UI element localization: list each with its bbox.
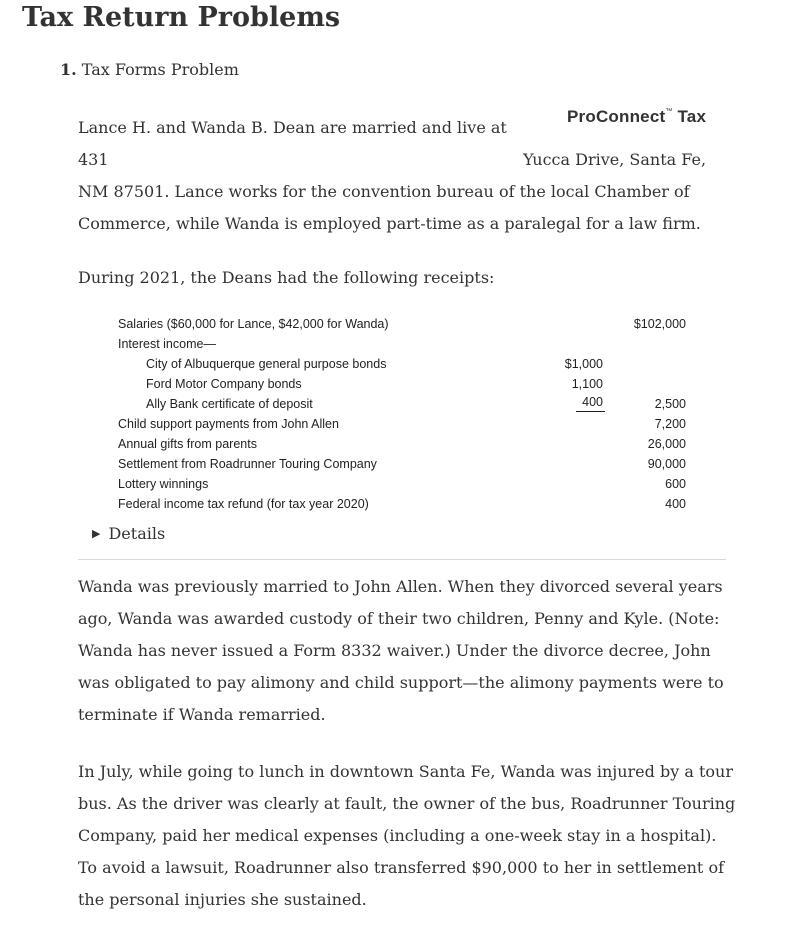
table-row xyxy=(118,314,698,334)
row-label: Settlement from Roadrunner Touring Company xyxy=(118,457,377,471)
problem-title: Tax Forms Problem xyxy=(81,60,239,79)
receipts-intro: During 2021, the Deans had the following receipts: xyxy=(78,268,495,287)
logo-trademark: ™ xyxy=(665,108,673,115)
intro-paragraph xyxy=(78,112,738,240)
row-total: 7,200 xyxy=(654,417,686,431)
row-total: 600 xyxy=(665,477,686,491)
table-row xyxy=(118,374,698,394)
row-label: Interest income— xyxy=(118,337,216,351)
divorce-paragraph: Wanda was previously married to John Allen. When they divorced several years ago, Wanda was awarded custody of their two children, Penny and Kyle. (Note: Wanda has never issued a Form 8332 waiver.) Under the divorce decree, John was obligated to pay alimony and child support—the alimony payments were to terminate if Wanda remarried. xyxy=(78,577,724,724)
problem-number: 1. xyxy=(60,60,77,79)
table-row xyxy=(118,334,698,354)
row-total: $102,000 xyxy=(633,317,686,331)
table-row xyxy=(118,414,698,434)
row-label: City of Albuquerque general purpose bonds xyxy=(146,357,387,371)
details-toggle[interactable] xyxy=(92,524,165,543)
row-total: 26,000 xyxy=(647,437,686,451)
problem-heading xyxy=(60,60,239,79)
table-row xyxy=(118,354,698,374)
logo-name: ProConnect xyxy=(567,107,666,126)
table-row xyxy=(118,494,698,514)
row-subamount: 400 xyxy=(576,394,605,412)
details-label: Details xyxy=(108,524,166,543)
row-label: Lottery winnings xyxy=(118,477,209,491)
table-row xyxy=(118,454,698,474)
row-total: 90,000 xyxy=(647,457,686,471)
row-total: 2,500 xyxy=(654,397,686,411)
row-label: Annual gifts from parents xyxy=(118,437,257,451)
row-subamount: $1,000 xyxy=(564,357,603,371)
table-row xyxy=(118,474,698,494)
divider xyxy=(78,559,726,560)
logo-suffix: Tax xyxy=(677,107,707,126)
receipts-table xyxy=(118,314,698,514)
row-subamount: 1,100 xyxy=(571,377,603,391)
row-label: Ford Motor Company bonds xyxy=(146,377,302,391)
intro-rest: Yucca Drive, Santa Fe, NM 87501. Lance works for the convention bureau of the local Chamber of Commerce, while Wanda is employed part-time as a paralegal for a law firm. xyxy=(78,150,707,233)
injury-paragraph: In July, while going to lunch in downtown Santa Fe, Wanda was injured by a tour bus. As the driver was clearly at fault, the owner of the bus, Roadrunner Touring Company, paid her medical expenses (including a one-week stay in a hospital). To avoid a lawsuit, Roadrunner also transferred $90,000 to her in settlement of the personal injuries she sustained. xyxy=(78,762,736,909)
row-label: Child support payments from John Allen xyxy=(118,417,339,431)
table-row xyxy=(118,394,698,414)
row-label: Federal income tax refund (for tax year 2020) xyxy=(118,497,369,511)
table-row xyxy=(118,434,698,454)
intro-line-1: Lance H. and Wanda B. Dean are married and live at 431 xyxy=(78,118,507,169)
page-title: Tax Return Problems xyxy=(22,2,341,33)
caret-right-icon: ▶ xyxy=(92,527,101,540)
row-label: Salaries ($60,000 for Lance, $42,000 for Wanda) xyxy=(118,317,389,331)
row-total: 400 xyxy=(665,497,686,511)
row-label: Ally Bank certificate of deposit xyxy=(146,397,313,411)
